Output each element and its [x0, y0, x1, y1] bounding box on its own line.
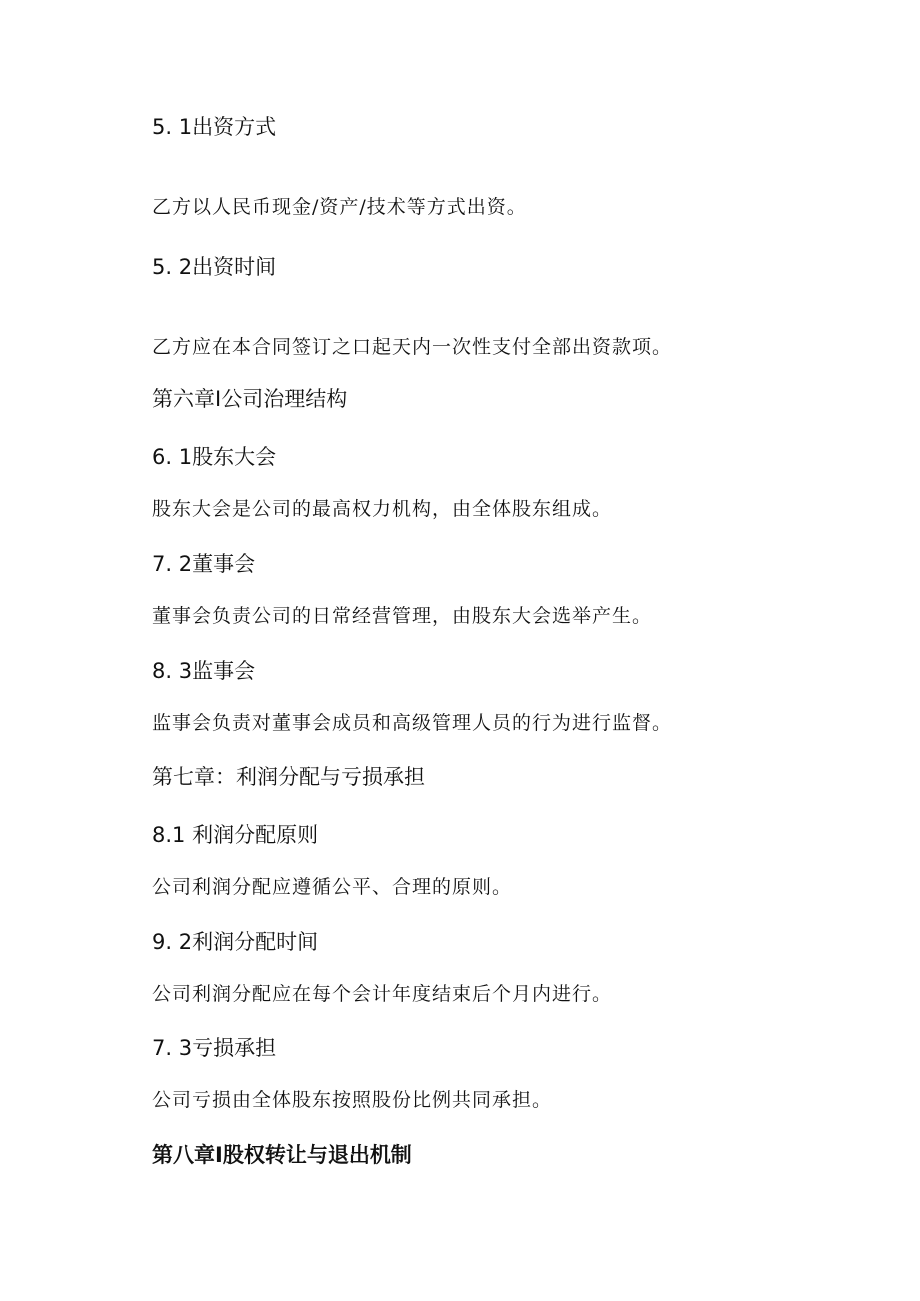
- section-7-2-heading: 7. 2董事会: [152, 552, 256, 576]
- section-5-1-text: 乙方以人民币现金/资产/技术等方式出资。: [152, 196, 527, 218]
- chapter-8-heading: 第八章I股权转让与退出机制: [152, 1143, 412, 1167]
- section-8-1-text: 公司利润分配应遵循公平、合理的原则。: [152, 876, 513, 898]
- section-9-2-text: 公司利润分配应在每个会计年度结束后个月内进行。: [152, 983, 613, 1005]
- chapter-7-heading: 第七章：利润分配与亏损承担: [152, 765, 425, 789]
- section-9-2-heading: 9. 2利润分配时间: [152, 930, 319, 954]
- section-7-3-heading: 7. 3亏损承担: [152, 1036, 277, 1060]
- section-6-1-heading: 6. 1股东大会: [152, 445, 277, 469]
- chapter-6-heading: 第六章I公司治理结构: [152, 387, 348, 411]
- section-7-3-text: 公司亏损由全体股东按照股份比例共同承担。: [152, 1089, 553, 1111]
- section-5-1-heading: 5. 1出资方式: [152, 115, 277, 139]
- section-5-2-heading: 5. 2出资时间: [152, 255, 277, 279]
- section-7-2-text: 董事会负责公司的日常经营管理，由股东大会选举产生。: [152, 605, 653, 627]
- section-6-1-text: 股东大会是公司的最高权力机构，由全体股东组成。: [152, 498, 613, 520]
- section-8-3-heading: 8. 3监事会: [152, 659, 256, 683]
- section-5-2-text: 乙方应在本合同签订之口起天内一次性支付全部出资款项。: [152, 336, 673, 358]
- section-8-3-text: 监事会负责对董事会成员和高级管理人员的行为进行监督。: [152, 712, 673, 734]
- section-8-1-heading: 8.1 利润分配原则: [152, 823, 319, 847]
